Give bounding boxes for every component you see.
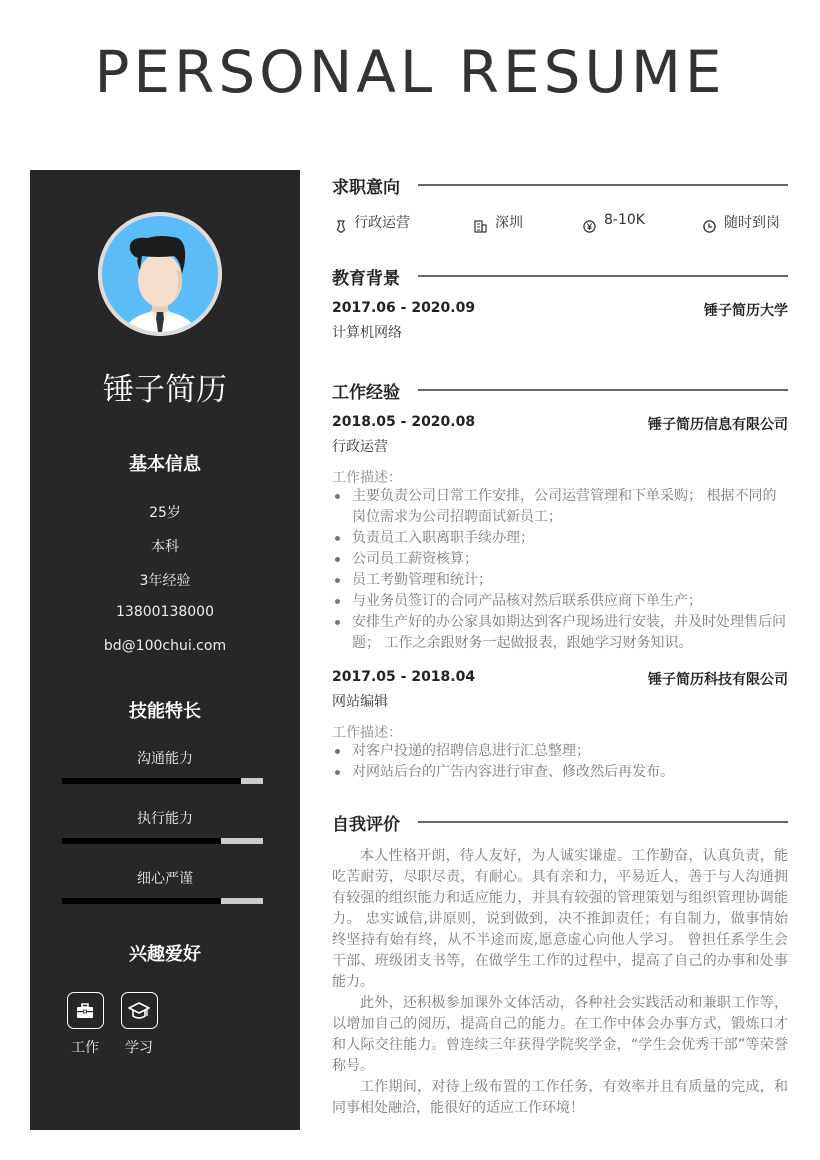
skill-bar-carefulness (62, 898, 263, 904)
skill-fill (62, 778, 241, 784)
briefcase-icon (76, 1003, 94, 1019)
education-period: 2017.06 - 2020.09 (332, 300, 476, 316)
section-divider (418, 821, 788, 823)
intent-text: 行政运营 (354, 215, 410, 231)
hobby-work (66, 992, 104, 1057)
sidebar (30, 170, 300, 1130)
skill-fill (62, 898, 221, 904)
intent-position (336, 212, 410, 233)
avatar (98, 212, 222, 336)
experience-entry-header (332, 414, 788, 434)
intent-text: 随时到岗 (724, 215, 780, 231)
hobby-study (120, 992, 158, 1057)
section-self-evaluation (332, 808, 788, 836)
experience-company: 锤子简历信息有限公司 (648, 417, 788, 433)
skill-label-carefulness: 细心严谨 (137, 871, 193, 887)
hobby-icon-box (67, 992, 104, 1029)
experience-period: 2017.05 - 2018.04 (332, 669, 476, 685)
education-school: 锤子简历大学 (704, 303, 788, 319)
male-avatar-icon (98, 212, 222, 336)
tie-icon (336, 220, 346, 233)
bullet-item: 与业务员签订的合同产品核对然后联系供应商下单生产； (332, 591, 788, 612)
candidate-name: 锤子简历 (103, 372, 227, 408)
self-eval-paragraph: 工作期间，对待上级布置的工作任务，有效率并且有质量的完成，和同事相处融洽，能很好的适应工作环境！ (332, 1079, 788, 1116)
yen-icon (583, 220, 596, 233)
info-phone: 13800138000 (116, 604, 214, 620)
intent-text: 8-10K (604, 212, 645, 228)
info-degree: 本科 (151, 539, 179, 555)
education-entry-header (332, 300, 788, 320)
bullet-item: 员工考勤管理和统计； (332, 570, 788, 591)
intent-city (474, 212, 523, 233)
section-experience (332, 376, 788, 404)
bullet-item: 安排生产好的办公家具如期达到客户现场进行安装，并及时处理售后问题； 工作之余跟财务一起做报表，跟她学习财务知识。 (332, 612, 788, 654)
graduation-cap-icon (128, 1001, 150, 1021)
skill-bar-communication (62, 778, 263, 784)
job-intent-row (332, 212, 788, 236)
hobbies-heading: 兴趣爱好 (129, 944, 201, 965)
intent-salary (583, 212, 645, 233)
intent-availability (703, 212, 780, 233)
experience-role: 行政运营 (332, 439, 388, 455)
bullet-item: 公司员工薪资核算； (332, 549, 788, 570)
education-major: 计算机网络 (332, 325, 402, 341)
skill-label-communication: 沟通能力 (137, 751, 193, 767)
hobby-label: 工作 (71, 1040, 99, 1056)
experience-desc-label: 工作描述： (332, 470, 402, 486)
skill-label-execution: 执行能力 (137, 811, 193, 827)
info-email: bd@100chui.com (103, 638, 227, 654)
info-experience: 3年经验 (139, 573, 191, 589)
skill-bar-execution (62, 838, 263, 844)
hobbies-list (66, 992, 158, 1057)
intent-text: 深圳 (495, 215, 523, 231)
experience-entry-header (332, 669, 788, 689)
hobby-label: 学习 (125, 1040, 153, 1056)
self-eval-paragraph: 此外，还积极参加课外文体活动，各种社会实践活动和兼职工作等，以增加自己的阅历，提高自己的能力。在工作中体会办事方式，锻炼口才和人际交往能力。曾连续三年获得学院奖学金，“学生会优秀干部”等荣誉称号。 (332, 995, 788, 1074)
building-icon (474, 220, 487, 233)
section-title: 求职意向 (332, 177, 400, 198)
clock-icon (703, 220, 716, 233)
self-evaluation-text (332, 846, 788, 1119)
skills-heading: 技能特长 (129, 701, 201, 722)
bullet-item: 负责员工入职离职手续办理； (332, 528, 788, 549)
section-title: 教育背景 (332, 268, 400, 289)
bullet-item: 对网站后台的广告内容进行审查、修改然后再发布。 (332, 762, 788, 783)
info-age: 25岁 (149, 505, 181, 521)
skill-fill (62, 838, 221, 844)
section-education (332, 262, 788, 290)
section-title: 自我评价 (332, 814, 400, 835)
section-title: 工作经验 (332, 382, 400, 403)
self-eval-paragraph: 本人性格开朗，待人友好，为人诚实谦虚。工作勤奋，认真负责，能吃苦耐劳，尽职尽责，有耐心。具有亲和力，平易近人，善于与人沟通拥有较强的组织能力和适应能力，并具有较强的管理策划与组织管理协调能力。 忠实诚信,讲原则，说到做到，决不推卸责任；有自制力，做事情始终坚持有始有终，从不半途而废,愿意虚心向他人学习。 曾担任系学生会干部、班级团支书等，在做学生工作的过程中，提高了自己的办事和处事能力。 (332, 848, 788, 990)
experience-company: 锤子简历科技有限公司 (648, 672, 788, 688)
basic-info-heading: 基本信息 (129, 454, 201, 475)
experience-period: 2018.05 - 2020.08 (332, 414, 476, 430)
section-divider (418, 275, 788, 277)
section-divider (418, 389, 788, 391)
experience-role: 网站编辑 (332, 694, 388, 710)
experience-bullets (332, 486, 788, 654)
experience-bullets (332, 741, 788, 783)
section-divider (418, 184, 788, 186)
bullet-item: 主要负责公司日常工作安排，公司运营管理和下单采购； 根据不同的岗位需求为公司招聘面试新员工； (332, 486, 788, 528)
bullet-item: 对客户投递的招聘信息进行汇总整理； (332, 741, 788, 762)
experience-desc-label: 工作描述： (332, 725, 402, 741)
page-title: PERSONAL RESUME (94, 38, 726, 106)
section-job-intent (332, 171, 788, 199)
hobby-icon-box (121, 992, 158, 1029)
